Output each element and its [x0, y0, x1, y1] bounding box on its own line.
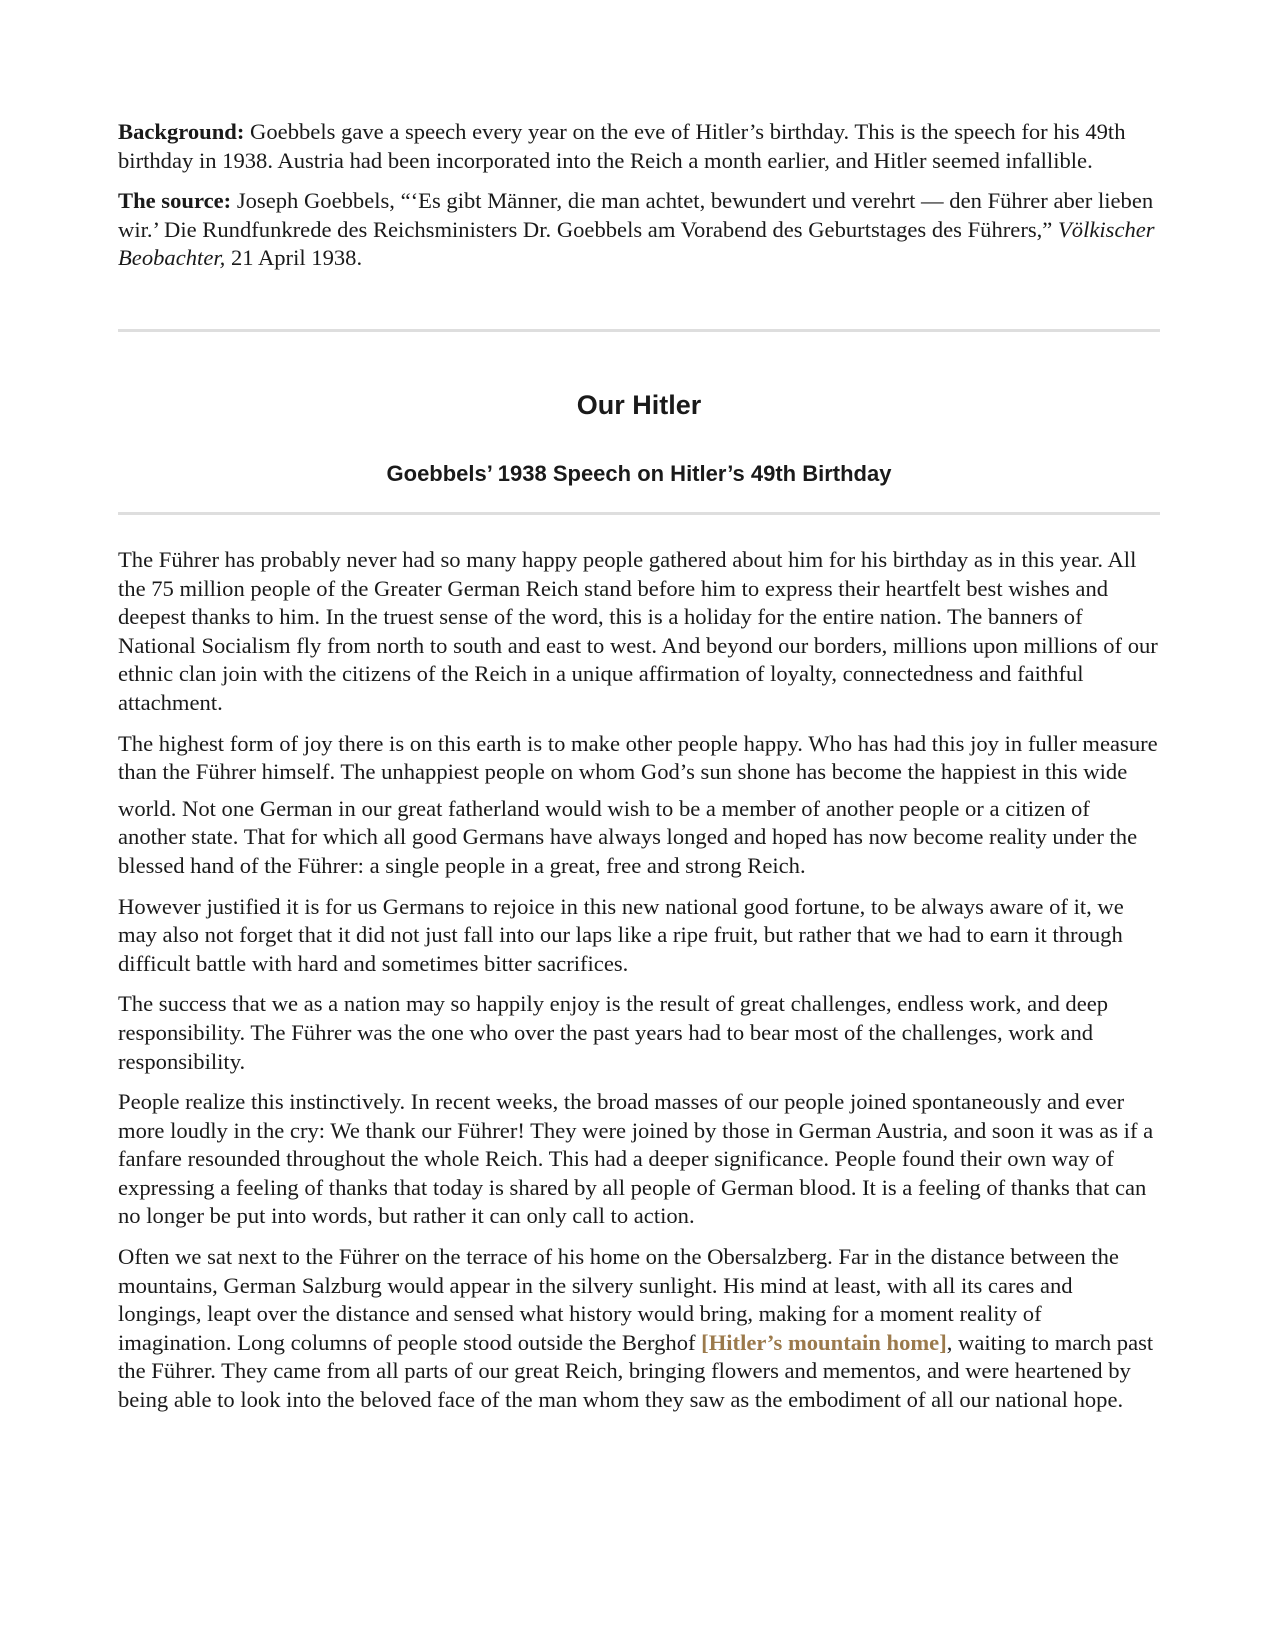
paragraph: People realize this instinctively. In recent weeks, the broad masses of our people joined spontaneously and ever more loudly in the cry: We thank our Führer! They were joined by those in German Austria, and soon it was as if a fanfare resounded throughout the whole Reich. This had a deeper significance. People found their own way of expressing a feeling of thanks that today is shared by all people of German blood. It is a feeling of thanks that can no longer be put into words, but rather it can only call to action. — [118, 1089, 1154, 1229]
page-title: Our Hitler — [576, 390, 702, 420]
paragraph-text: Often we sat next to the Führer on the terrace of his home on the Obersalzberg. Far in the distance between the mountains, German Salzburg would appear in the silvery sunlight. His mind at least, with all its cares and longings, leapt over the distance and sensed what history would bring, making for a moment reality of imagination. Long columns of people stood outside the Berghof — [118, 1244, 1119, 1355]
paragraph: The success that we as a nation may so happily enjoy is the result of great challenges, endless work, and deep responsibility. The Führer was the one who over the past years had to bear most of the challenges, work and responsibility. — [118, 991, 1109, 1074]
paragraph-text: , waiting to march past the Führer. They came from all parts of our great Reich, bringing flowers and mementos, and were heartened by being able to look into the beloved face of the man whom they saw as the embodiment of all our national hope. — [118, 1329, 1154, 1413]
paragraph: The highest form of joy there is on this earth is to make other people happy. Who has had this joy in fuller measure than the Führer himself. The unhappiest people on whom God’s sun shone has become the happiest in this wide — [118, 730, 1158, 785]
hitler-mountain-home-link[interactable]: [Hitler’s mountain home] — [701, 1329, 947, 1355]
source-date: 21 April 1938. — [225, 245, 363, 271]
paragraph — [118, 1243, 1160, 1415]
source-label: The source: — [118, 188, 232, 214]
document-content — [118, 118, 1160, 1413]
background-text: Goebbels gave a speech every year on the eve of Hitler’s birthday. This is the speech for his 49th birthday in 1938. Austria had been incorporated into the Reich a month earlier, and Hitler seemed infallible. — [118, 119, 1126, 173]
speech-body — [118, 546, 1160, 1427]
paragraph: The Führer has probably never had so many happy people gathered about him for his birthday as in this year. All the 75 million people of the Greater German Reich stand before him to express their heartfelt best wishes and deepest thanks to him. In the truest sense of the word, this is a holiday for the entire nation. The banners of National Socialism fly from north to south and east to west. And beyond our borders, millions upon millions of our ethnic clan join with the citizens of the Reich in a unique affirmation of loyalty, connectedness and faithful attachment. — [118, 547, 1158, 715]
background-note — [118, 118, 1160, 175]
source-note — [118, 187, 1160, 273]
page-subtitle: Goebbels’ 1938 Speech on Hitler’s 49th Birthday — [386, 461, 892, 486]
source-text: Joseph Goebbels, “‘Es gibt Männer, die man achtet, bewundert und verehrt — den Führer aber lieben wir.’ Die Rundfunkrede des Reichsministers Dr. Goebbels am Vorabend des Geburtstages des Führers,” — [118, 188, 1154, 242]
divider-top — [118, 329, 1160, 332]
paragraph: However justified it is for us Germans to rejoice in this new national good fortune, to be always aware of it, we may also not forget that it did not just fall into our laps like a ripe fruit, but rather that we had to earn it through difficult battle with hard and sometimes bitter sacrifices. — [118, 893, 1124, 976]
background-label: Background: — [118, 119, 245, 144]
source-publication: Völkischer Beobachter, — [118, 216, 1155, 271]
divider-bottom — [118, 512, 1160, 515]
paragraph: world. Not one German in our great fatherland would wish to be a member of another people or a citizen of another state. That for which all good Germans have always longed and hoped has now become reality under the blessed hand of the Führer: a single people in a great, free and strong Reich. — [118, 795, 1138, 878]
